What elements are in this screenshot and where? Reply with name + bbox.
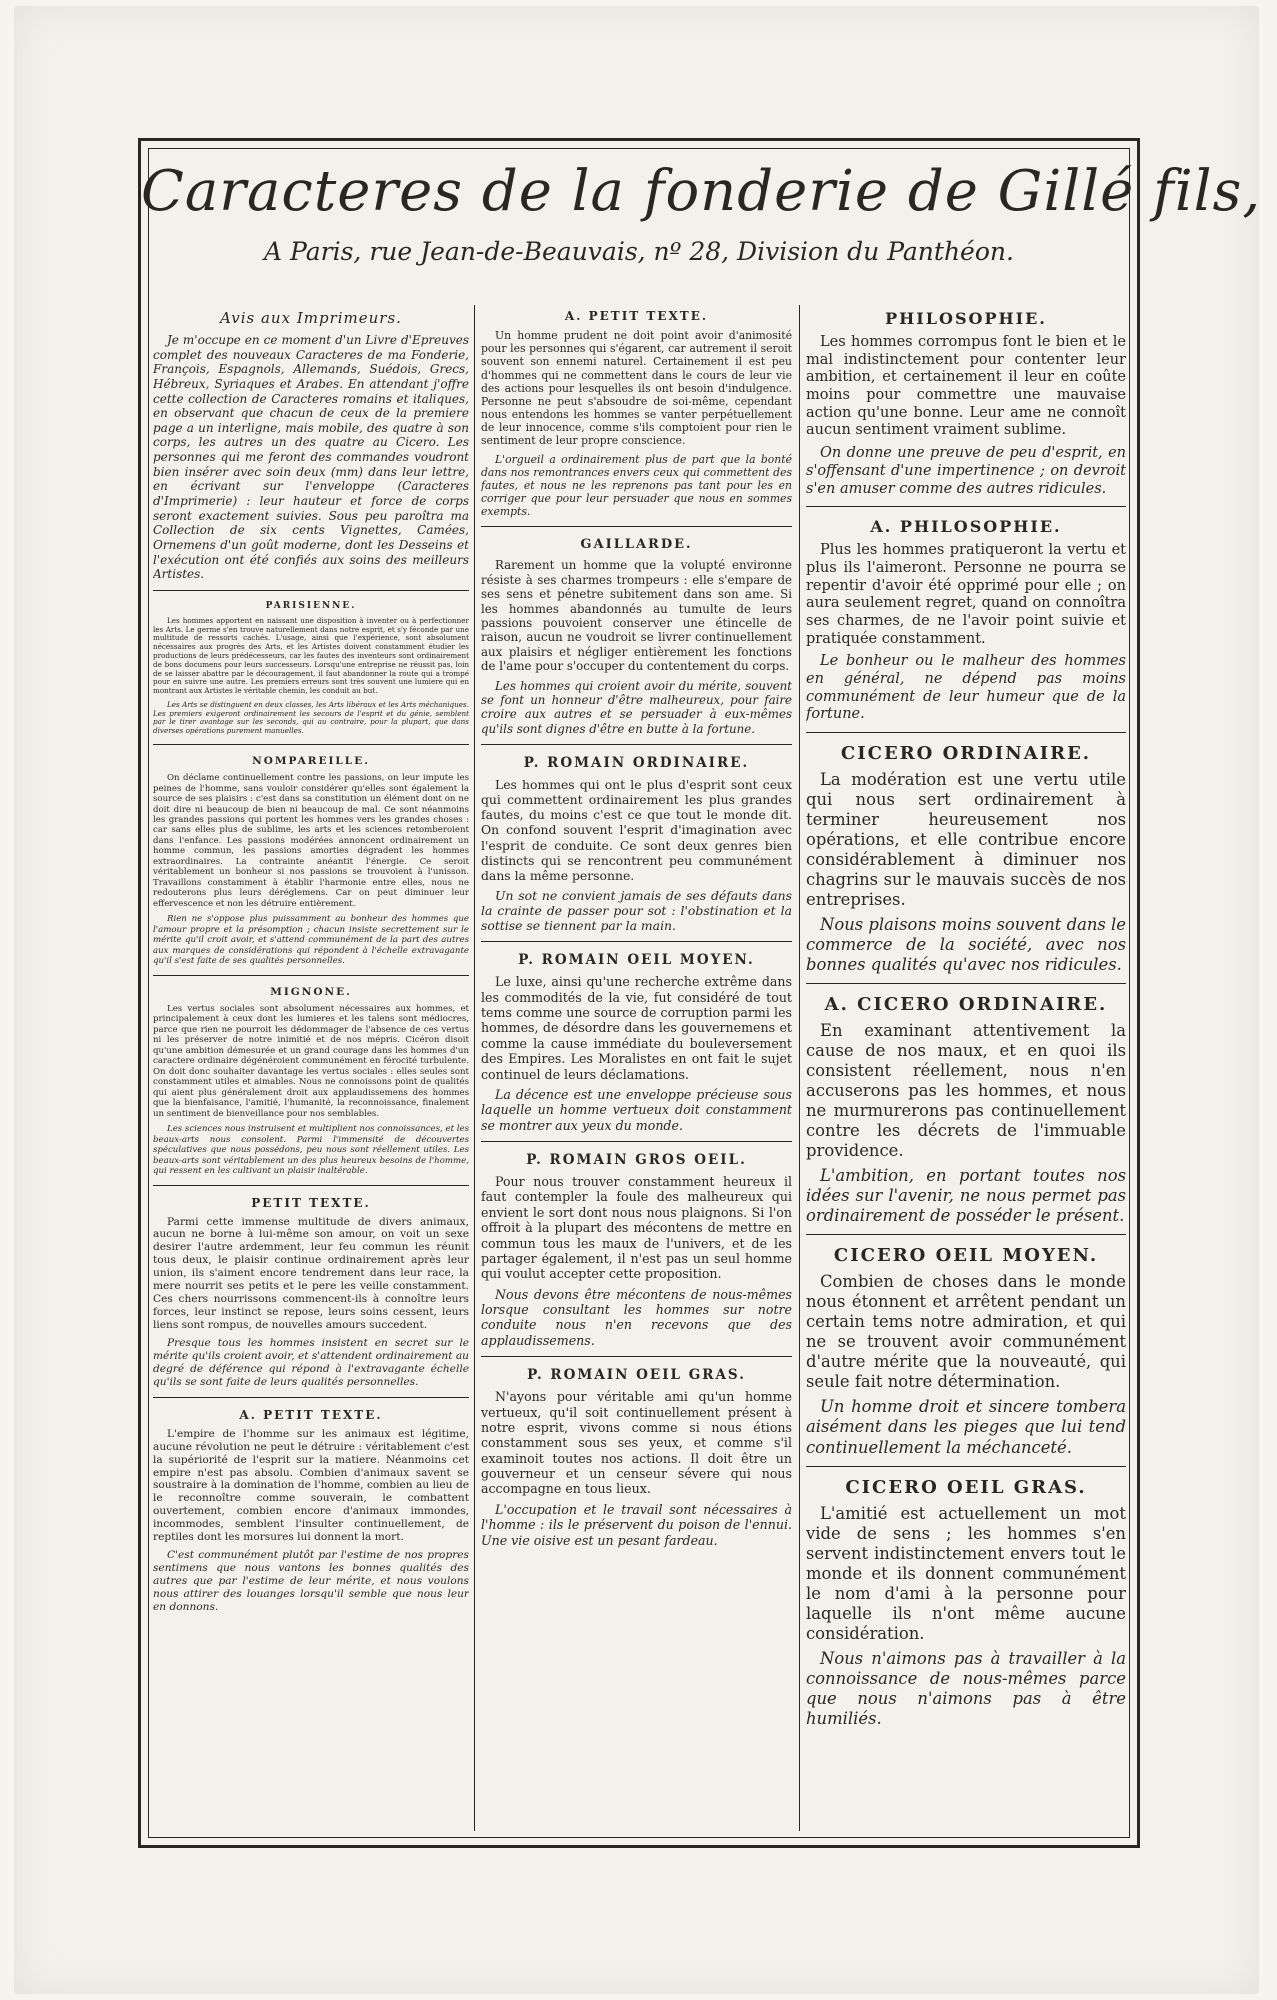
section-heading: P. ROMAIN GROS OEIL. <box>526 1152 747 1169</box>
specimen-section <box>806 309 1126 507</box>
section-heading: P. ROMAIN ORDINAIRE. <box>523 755 750 772</box>
specimen-section <box>806 743 1126 984</box>
section-heading: A. CICERO ORDINAIRE. <box>824 994 1108 1016</box>
section-heading: A. PETIT TEXTE. <box>564 309 709 323</box>
column-left <box>153 305 469 1829</box>
italic-paragraph: Les Arts se distinguent en deux classes, les Arts libéraux et les Arts méchaniques. Les premiers exigeront ordinairement les secours de l'esprit et du génie, semblent par le tirer avantage sur les seconds, qui au contraire, pour la plupart, que dans diverses opérations purement manuelles. <box>153 699 469 736</box>
roman-paragraph: L'empire de l'homme sur les animaux est légitime, aucune révolution ne peut le détruire : véritablement c'est la supériorité de l'esprit sur la matiere. Néanmoins cet empire n'est pas absolu. Combien d'animaux savent se soustraire à la domination de l'homme, combien au lieu de le reconnoître comme souverain, le combattent ouvertement, combien encore d'animaux immondes, incommodes, semblent l'insulter continuellement, de reptiles dont les morsures lui donnent la mort. <box>153 1427 469 1544</box>
roman-paragraph: Les vertus sociales sont absolument nécessaires aux hommes, et principalement à ceux dont les lumieres et les talens sont médiocres, parce que rien ne pourroit les dédommager de l'absence de ces vertus ni les préserver de notre inimitié et de nos mépris. Cicéron disoit qu'une ambition démesurée et un grand courage dans les hommes d'un caractere ordinaire dégénéroient communément en férocité turbulente. On doit donc souhaiter davantage les vertus sociales : elles seules sont constamment utiles et aimables. Nous ne connoissons point de qualités qui aient plus généralement droit aux applaudissemens des hommes que la bienfaisance, l'amitié, l'humanité, la reconnoissance, finalement un sentiment de bienveillance pour nos semblables. <box>153 1003 469 1119</box>
column-right <box>806 305 1126 1829</box>
section-heading: CICERO ORDINAIRE. <box>840 743 1092 765</box>
specimen-section <box>481 952 792 1142</box>
italic-paragraph: L'orgueil a ordinairement plus de part que la bonté dans nos remontrances envers ceux qui commettent des fautes, et nous ne les reprenons pas tant pour les en corriger que pour leur persuader que nous en sommes exempts. <box>481 452 792 519</box>
specimen-section <box>153 1196 469 1398</box>
specimen-section <box>806 517 1126 733</box>
italic-paragraph: L'ambition, en portant toutes nos idées sur l'avenir, ne nous permet pas ordinairement de posséder le présent. <box>806 1166 1126 1226</box>
italic-paragraph: Nous plaisons moins souvent dans le commerce de la société, avec nos bonnes qualités qu'avec nos ridicules. <box>806 915 1126 975</box>
specimen-section <box>153 755 469 976</box>
italic-paragraph: Les sciences nous instruisent et multiplient nos connoissances, et les beaux-arts nous consolent. Parmi l'immensité de découvertes spéculatives que nous possédons, peu nous sont réellement utiles. Les beaux-arts sont véritablement un des plus heureux besoins de l'homme, qui ressent en les cultivant un plaisir inaltérable. <box>153 1124 469 1177</box>
specimen-frame <box>138 138 1262 1848</box>
section-heading: MIGNONE. <box>270 985 352 998</box>
roman-paragraph: Parmi cette immense multitude de divers animaux, aucun ne borne à lui-même son amour, on voit un sexe desirer l'autre ardemment, leur feu commun les réunit tous deux, le plaisir continue ordinairement après leur union, ils s'aiment encore tendrement dans leur race, la mere nourrit ses petits et le pere les veille constamment. Ces chers nourrissons commencent-ils à connoître leurs forces, leur instinct se repose, leurs soins cessent, leurs liens sont rompus, de nouvelles amours succedent. <box>153 1215 469 1332</box>
section-heading: A. PHILOSOPHIE. <box>870 517 1062 537</box>
column-rule <box>799 305 800 1831</box>
roman-paragraph: Plus les hommes pratiqueront la vertu et plus ils l'aimeront. Personne ne pourra se repentir d'avoir été opprimé pour elle ; on aura seulement regret, quand on connoîtra ses charmes, de ne l'avoir point suivie et pratiquée constamment. <box>806 542 1126 647</box>
italic-paragraph: Je m'occupe en ce moment d'un Livre d'Epreuves complet des nouveaux Caracteres de ma Fonderie, François, Espagnols, Allemands, Suédois, Grecs, Hébreux, Syriaques et Arabes. En attendant j'offre cette collection de Caracteres romains et italiques, en observant que chacun de ceux de la premiere page a un interligne, mais mobile, des quatre à son corps, les autres un des quatre au Cicero. Les personnes qui me feront des commandes voudront bien insérer avec soin deux (mm) dans leur lettre, en écrivant sur l'enveloppe (Caracteres d'Imprimerie) : leur hauteur et force de corps seront exactement suivies. Sous peu paroîtra ma Collection de six cents Vignettes, Camées, Ornemens d'un goût moderne, dont les Desseins et l'exécution ont été confiés aux soins des meilleurs Artistes. <box>153 333 469 582</box>
italic-paragraph: Nous n'aimons pas à travailler à la connoissance de nous-mêmes parce que nous n'aimons pas à être humiliés. <box>806 1648 1126 1728</box>
specimen-section <box>481 755 792 942</box>
specimen-section <box>806 1245 1126 1466</box>
section-heading: Avis aux Imprimeurs. <box>220 309 402 327</box>
section-heading: P. ROMAIN OEIL MOYEN. <box>518 952 755 969</box>
italic-paragraph: Presque tous les hommes insistent en secret sur le mérite qu'ils croient avoir, et s'attendent ordinairement au degré de déférence qui répond à l'extravagante échelle qu'ils se sont faite de leurs qualités personnelles. <box>153 1336 469 1388</box>
specimen-section <box>153 986 469 1186</box>
roman-paragraph: Les hommes qui ont le plus d'esprit sont ceux qui commettent ordinairement les plus grandes fautes, du moins c'est ce que tout le monde dit. On confond souvent l'esprit d'imagination avec l'esprit de conduite. Ce sont deux genres bien distincts qui se rencontrent peu communément dans la même personne. <box>481 777 792 883</box>
specimen-section <box>481 309 792 527</box>
roman-paragraph: Combien de choses dans le monde nous étonnent et arrêtent pendant un certain tems notre admiration, et qui ne se trouvent avoir communément d'autre mérite que la nouveauté, qui seule fait notre détermination. <box>806 1272 1126 1392</box>
page-subtitle: A Paris, rue Jean-de-Beauvais, nº 28, Division du Panthéon. <box>264 237 1014 266</box>
specimen-section <box>481 1367 792 1556</box>
roman-paragraph: En examinant attentivement la cause de nos maux, et en quoi ils consistent réellement, nous n'en accuserons pas les hommes, et nous ne murmurerons pas continuellement contre les décrets de l'immuable providence. <box>806 1021 1126 1161</box>
section-heading: CICERO OEIL GRAS. <box>845 1476 1087 1498</box>
roman-paragraph: On déclame continuellement contre les passions, on leur impute les peines de l'homme, sans vouloir considérer qu'elles sont également la source de ses plaisirs : c'est dans sa constitution un élément dont on ne doit dire ni beaucoup de bien ni beaucoup de mal. Ce sont néanmoins les grandes passions qui portent les hommes vers les grandes choses : car sans elles plus de sublime, les arts et les sciences retomberoient dans l'enfance. Les passions modérées annoncent ordinairement un homme commun, les passions amorties dégradent les hommes extraordinaires. La contrainte anéantit l'énergie. Ce seroit véritablement un bonheur si nos passions se trouvoient à l'unisson. Travaillons constamment à établir l'harmonie entre elles, nous ne redouterons plus leurs déréglemens. Car on peut diminuer leur effervescence et non les détruire entièrement. <box>153 773 469 909</box>
roman-paragraph: Pour nous trouver constamment heureux il faut contempler la foule des malheureux qui envient le sort dont nous nous plaignons. Si l'on offroit à la plupart des mécontens de mettre en commun tous les maux de l'univers, et de les partager également, il n'est pas un seul homme qui voulut accepter cette proposition. <box>481 1174 792 1282</box>
page-title: Caracteres de la fonderie de Gillé fils, <box>141 159 1262 224</box>
italic-paragraph: C'est communément plutôt par l'estime de nos propres sentimens que nous vantons les bonnes qualités des autres que par l'estime de leur mérite, et nous voulons nous attirer des louanges lorsqu'il semble que nous leur en donnons. <box>153 1549 469 1613</box>
specimen-section <box>153 1408 469 1622</box>
roman-paragraph: Un homme prudent ne doit point avoir d'animosité pour les personnes qui s'égarent, car autrement il seroit souvent son ennemi naturel. Certainement il est peu d'hommes qui ne commettent dans le cours de leur vie des actions pour lesquelles ils ont besoin d'indulgence. Personne ne peut s'absoudre de soi-même, cependant nous entendons les hommes se vanter perpétuellement de leur innocence, comme s'ils comptoient pour rien le sentiment de leur propre conscience. <box>481 329 792 448</box>
column-rule <box>474 305 475 1831</box>
specimen-section <box>481 1152 792 1357</box>
roman-paragraph: Les hommes apportent en naissant une disposition à inventer ou à perfectionner les Arts. Le germe s'en trouve naturellement dans notre esprit, et s'y féconde par une multitude de ressorts cachés. L'usage, ainsi que l'expérience, sont absolument nécessaires aux progrès des Arts, et les Artistes doivent constamment étudier les productions de leurs prédécesseurs, car les fautes des inventeurs sont ordinairement de bons documens pour leurs successeurs. Lorsqu'une entreprise ne réussit pas, loin de se laisser abattre par le découragement, il faut abandonner la route qui a trompé pour en suivre une autre. Les premiers erreurs sont très souvent une lumiere qui en montrant aux Artistes le véritable chemin, les conduit au but. <box>153 615 469 696</box>
section-heading: A. PETIT TEXTE. <box>239 1407 383 1422</box>
section-heading: NOMPAREILLE. <box>252 755 370 768</box>
roman-paragraph: Le luxe, ainsi qu'une recherche extrême dans les commodités de la vie, fut considéré de tout tems comme une source de corruption parmi les hommes, de désordre dans les gouvernemens et comme la cause immédiate du bouleversement des Empires. Les Moralistes en ont fait le sujet continuel de leurs déclamations. <box>481 974 792 1082</box>
italic-paragraph: Rien ne s'oppose plus puissamment au bonheur des hommes que l'amour propre et la présomption ; chacun insiste secrettement sur le mérite qu'il croit avoir, et s'attend communément de la part des autres aux marques de considérations qui répondent à l'échelle extravagante qu'il s'est faite de ses qualités personnelles. <box>153 914 469 967</box>
roman-paragraph: Rarement un homme que la volupté environne résiste à ses charmes trompeurs : elle s'empare de ses sens et pénetre subitement dans son ame. Si les hommes abandonnés au tumulte de leurs passions pouvoient conserver une étincelle de raison, aucun ne voudroit se livrer continuellement aux plaisirs et négliger entièrement les fonctions de l'ame pour s'occuper du contentement du corps. <box>481 558 792 674</box>
section-heading: PETIT TEXTE. <box>251 1195 371 1210</box>
italic-paragraph: La décence est une enveloppe précieuse sous laquelle un homme vertueux doit constamment se montrer aux yeux du monde. <box>481 1086 792 1133</box>
italic-paragraph: Les hommes qui croient avoir du mérite, souvent se font un honneur d'être malheureux, pour faire croire aux autres et se persuader à eux-mêmes qu'ils sont dignes d'être en butte à la fortune. <box>481 678 792 736</box>
roman-paragraph: L'amitié est actuellement un mot vide de sens ; les hommes s'en servent indistinctement envers tout le monde et ils donnent communément le nom d'ami à la personne pour laquelle ils n'ont même aucune considération. <box>806 1503 1126 1643</box>
section-heading: PHILOSOPHIE. <box>885 309 1047 328</box>
section-heading: P. ROMAIN OEIL GRAS. <box>527 1367 746 1384</box>
italic-paragraph: Nous devons être mécontens de nous-mêmes lorsque consultant les hommes sur notre conduite nous n'en recevons que des applaudissemens. <box>481 1286 792 1348</box>
section-heading: PARISIENNE. <box>265 600 357 611</box>
specimen-section <box>806 994 1126 1235</box>
italic-paragraph: Le bonheur ou le malheur des hommes en général, ne dépend pas moins communément de leur humeur que de la fortune. <box>806 653 1126 723</box>
specimen-section <box>481 537 792 745</box>
italic-paragraph: L'occupation et le travail sont nécessaires à l'homme : ils le préservent du poison de l'ennui. Une vie oisive est un pesant fardeau. <box>481 1501 792 1548</box>
specimen-section <box>153 309 469 591</box>
specimen-section <box>153 601 469 745</box>
section-heading: GAILLARDE. <box>580 537 693 553</box>
roman-paragraph: Les hommes corrompus font le bien et le mal indistinctement pour contenter leur ambition, et certainement il leur en coûte moins pour commettre une mauvaise action qu'une bonne. Leur ame ne connoît aucun sentiment vraiment sublime. <box>806 334 1126 439</box>
italic-paragraph: Un homme droit et sincere tombera aisément dans les pieges que lui tend continuellement la méchanceté. <box>806 1397 1126 1457</box>
italic-paragraph: Un sot ne convient jamais de ses défauts dans la crainte de passer pour sot : l'obstination et la sottise se tiennent par la main. <box>481 887 792 934</box>
italic-paragraph: On donne une preuve de peu d'esprit, en s'offensant d'une impertinence ; on devroit s'en amuser comme des autres ridicules. <box>806 445 1126 497</box>
column-middle <box>481 305 792 1829</box>
roman-paragraph: N'ayons pour véritable ami qu'un homme vertueux, qu'il soit continuellement présent à notre esprit, vivons comme si nous étions constamment sous ses yeux, et comme s'il examinoit toutes nos actions. Il doit être un gouverneur et un censeur sévere qui nous accompagne en tous lieux. <box>481 1389 792 1497</box>
roman-paragraph: La modération est une vertu utile qui nous sert ordinairement à terminer heureusement nos opérations, et elle contribue encore considérablement à diminuer nos chagrins sur le mauvais succès de nos entreprises. <box>806 770 1126 910</box>
section-heading: CICERO OEIL MOYEN. <box>833 1245 1099 1267</box>
specimen-section <box>806 1477 1126 1737</box>
